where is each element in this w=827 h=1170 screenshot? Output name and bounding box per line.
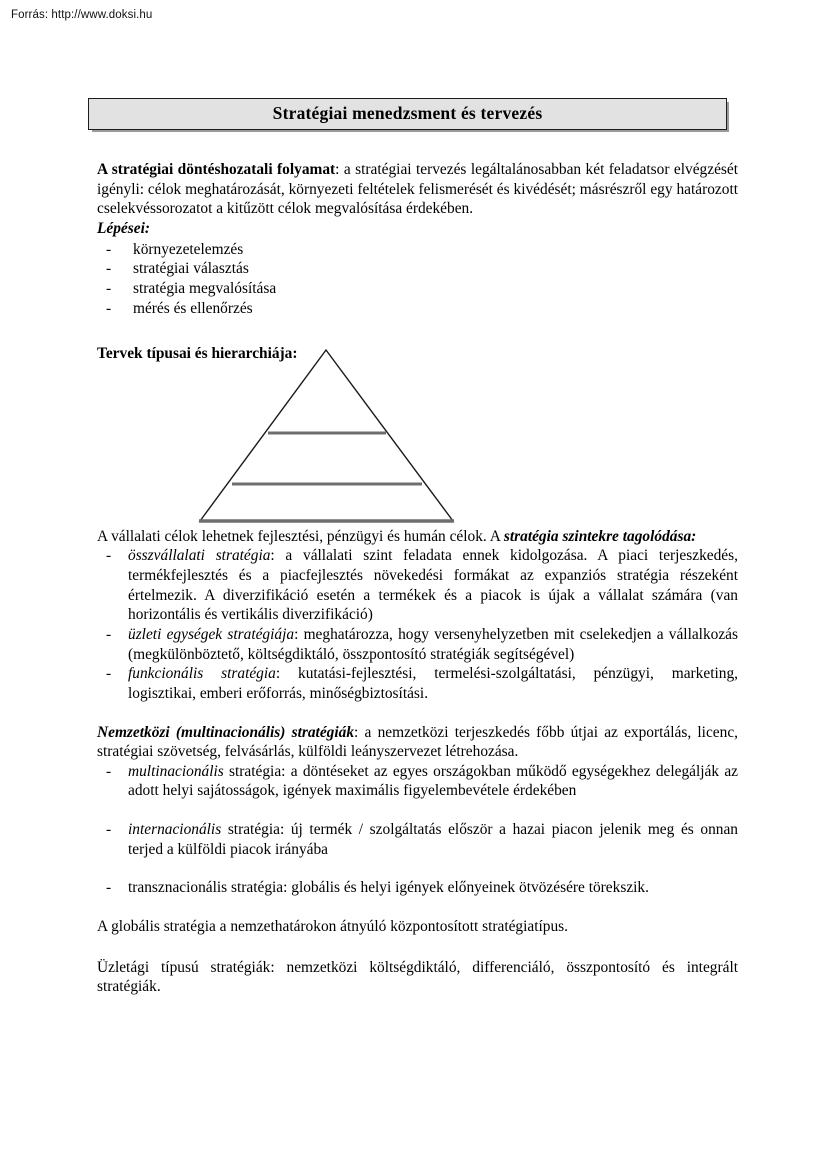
international-strategy-text: stratégia: új termék / szolgáltatás először a hazai piacon jelenik meg és onnan terjed a külföldi piacok irányába	[128, 821, 738, 858]
list-item	[97, 664, 738, 703]
list-item	[97, 820, 738, 859]
list-item	[97, 625, 738, 664]
list-item	[97, 762, 738, 801]
list-item	[97, 259, 738, 279]
decision-process-lead: A stratégiai döntéshozatali folyamat	[97, 161, 336, 178]
corporate-goals-emphasis: stratégia szintekre tagolódása:	[503, 527, 697, 545]
international-strategy-text: transznacionális stratégia: globális és helyi igények előnyeinek ötvözésére törekszik.	[128, 879, 649, 897]
decision-process-body: : a stratégiai tervezés legáltalánosabban két feladatsor elvégzését igényli: célok meghatározását, környezeti feltételek felismerését és kivédését; másrészről egy határozott cselekvéssorozatot a kitűzött célok megvalósítása érdekében.	[97, 161, 738, 218]
list-item	[97, 279, 738, 299]
strategy-level-text: : kutatási-fejlesztési, termelési-szolgáltatási, pénzügyi, marketing, logisztikai, emberi erőforrás, minőségbiztosítási.	[128, 665, 738, 702]
strategy-level-term: funkcionális stratégia	[128, 665, 276, 683]
international-strategies-list	[97, 762, 738, 898]
list-item	[97, 546, 738, 625]
step-label: stratégiai választás	[133, 260, 249, 278]
plan-hierarchy-heading: Tervek típusai és hierarchiája:	[97, 344, 298, 362]
strategy-levels-list	[97, 546, 738, 703]
list-item	[97, 299, 738, 319]
page-title: Stratégiai menedzsment és tervezés	[272, 103, 543, 123]
source-url-header: Forrás: http://www.doksi.hu	[11, 9, 153, 21]
international-strategy-text: stratégia: a döntéseket az egyes országokban működő egységekhez delegálják az adott helyi sajátosságok, igények maximális figyelembevétele érdekében	[128, 762, 738, 800]
step-label: mérés és ellenőrzés	[133, 299, 253, 317]
pyramid-outline	[200, 350, 453, 521]
corporate-goals-paragraph	[97, 527, 738, 547]
corporate-goals-intro: A vállalati célok lehetnek fejlesztési, pénzügyi és humán célok. A	[97, 527, 504, 545]
international-strategies-lead: Nemzetközi (multinacionális) stratégiák	[97, 723, 355, 741]
strategy-level-text: : meghatározza, hogy versenyhelyzetben mit cselekedjen a vállalkozás (megkülönböztető, költségdiktáló, összpontosító stratégiák segítségével)	[128, 625, 738, 663]
strategy-level-text: : a vállalati szint feladata ennek kidolgozása. A piaci terjeszkedés, termékfejlesztés és a piacfejlesztés növekedési formákat az expanziós stratégia részeként értelmezik. A diverzifikáció esetén a termékek és a piacok is újak a vállalat számára (van horizontális és vertikális diverzifikáció)	[128, 547, 738, 624]
global-strategy-paragraph: A globális stratégia a nemzethatárokon átnyúló központosított stratégiatípus.	[97, 918, 569, 935]
pyramid-diagram-container	[97, 345, 738, 527]
international-strategies-body: : a nemzetközi terjeszkedés főbb útjai az exportálás, licenc, stratégiai szövetség, felvásárlás, külföldi leányszervezet létrehozása.	[97, 723, 738, 761]
document-page	[97, 98, 738, 997]
plan-hierarchy-pyramid	[196, 345, 462, 527]
list-item	[97, 240, 738, 260]
business-types-paragraph: Üzletági típusú stratégiák: nemzetközi költségdiktáló, differenciáló, összpontosító és integrált stratégiák.	[97, 958, 738, 996]
international-strategies-paragraph	[97, 723, 738, 762]
step-label: környezetelemzés	[133, 240, 244, 258]
strategy-level-term: üzleti egységek stratégiája	[128, 625, 295, 643]
step-label: stratégia megvalósítása	[133, 280, 277, 298]
strategy-level-term: összvállalati stratégia	[128, 547, 271, 565]
international-strategy-term: internacionális	[128, 821, 222, 839]
list-item	[97, 878, 738, 898]
decision-process-paragraph	[97, 160, 738, 219]
international-strategy-term: multinacionális	[128, 762, 224, 780]
steps-label: Lépései:	[97, 219, 150, 237]
document-title-banner	[88, 98, 727, 130]
decision-steps-list	[97, 240, 738, 319]
